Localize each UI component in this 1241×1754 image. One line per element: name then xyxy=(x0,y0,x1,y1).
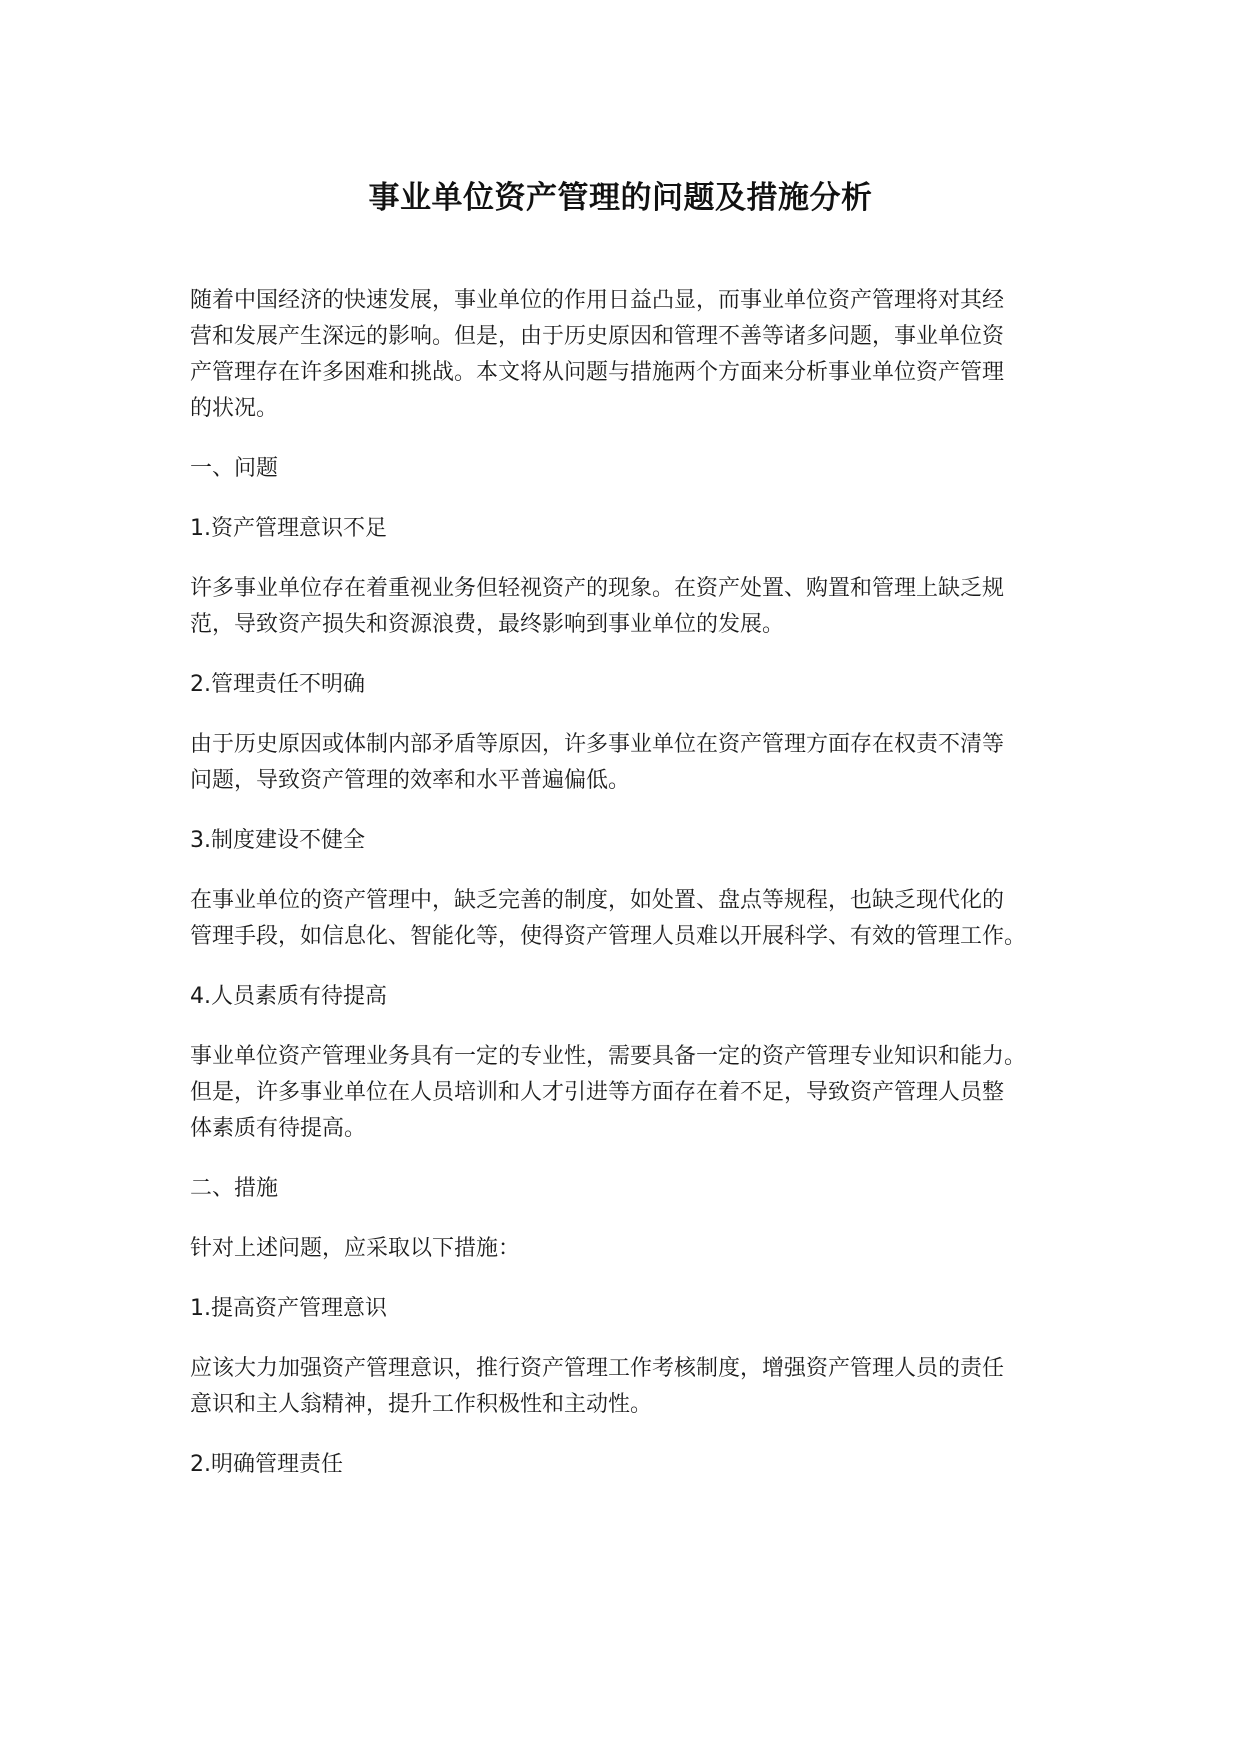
paragraph-line: 但是，许多事业单位在人员培训和人才引进等方面存在着不足，导致资产管理人员整 xyxy=(190,1080,1005,1105)
paragraph-line: 产管理存在许多困难和挑战。本文将从问题与措施两个方面来分析事业单位资产管理 xyxy=(190,360,1005,385)
paragraph-line: 随着中国经济的快速发展，事业单位的作用日益凸显，而事业单位资产管理将对其经 xyxy=(190,288,1005,313)
subsection-heading: 3.制度建设不健全 xyxy=(190,828,365,853)
subsection-heading: 4.人员素质有待提高 xyxy=(190,984,387,1009)
intro-paragraph xyxy=(190,283,1075,427)
paragraph-line: 营和发展产生深远的影响。但是，由于历史原因和管理不善等诸多问题，事业单位资 xyxy=(190,324,1005,349)
paragraph-line: 体素质有待提高。 xyxy=(190,1116,367,1141)
subsection-heading: 1.提高资产管理意识 xyxy=(190,1296,387,1321)
paragraph-line: 事业单位资产管理业务具有一定的专业性，需要具备一定的资产管理专业知识和能力。 xyxy=(190,1044,1027,1069)
subsection-heading: 2.明确管理责任 xyxy=(190,1452,343,1477)
paragraph-line: 的状况。 xyxy=(190,396,279,421)
paragraph-line: 由于历史原因或体制内部矛盾等原因，许多事业单位在资产管理方面存在权责不清等 xyxy=(190,732,1005,757)
paragraph-line: 在事业单位的资产管理中，缺乏完善的制度，如处置、盘点等规程，也缺乏现代化的 xyxy=(190,888,1005,913)
paragraph-line: 应该大力加强资产管理意识，推行资产管理工作考核制度，增强资产管理人员的责任 xyxy=(190,1356,1005,1381)
document-body xyxy=(190,283,1075,1483)
section-heading-measures: 二、措施 xyxy=(190,1176,279,1201)
paragraph-line: 范，导致资产损失和资源浪费，最终影响到事业单位的发展。 xyxy=(190,612,785,637)
subsection-heading: 2.管理责任不明确 xyxy=(190,672,365,697)
paragraph-line: 许多事业单位存在着重视业务但轻视资产的现象。在资产处置、购置和管理上缺乏规 xyxy=(190,576,1005,601)
subsection-paragraph xyxy=(190,571,1075,643)
subsection-paragraph xyxy=(190,1039,1075,1147)
document-title: 事业单位资产管理的问题及措施分析 xyxy=(368,180,873,216)
subsection-paragraph xyxy=(190,883,1075,955)
section-lead: 针对上述问题，应采取以下措施： xyxy=(190,1236,521,1261)
section-heading-problems: 一、问题 xyxy=(190,456,279,481)
subsection-paragraph xyxy=(190,727,1075,799)
paragraph-line: 意识和主人翁精神，提升工作积极性和主动性。 xyxy=(190,1392,653,1417)
paragraph-line: 问题，导致资产管理的效率和水平普遍偏低。 xyxy=(190,768,631,793)
subsection-heading: 1.资产管理意识不足 xyxy=(190,516,387,541)
paragraph-line: 管理手段，如信息化、智能化等，使得资产管理人员难以开展科学、有效的管理工作。 xyxy=(190,924,1027,949)
subsection-paragraph xyxy=(190,1351,1075,1423)
